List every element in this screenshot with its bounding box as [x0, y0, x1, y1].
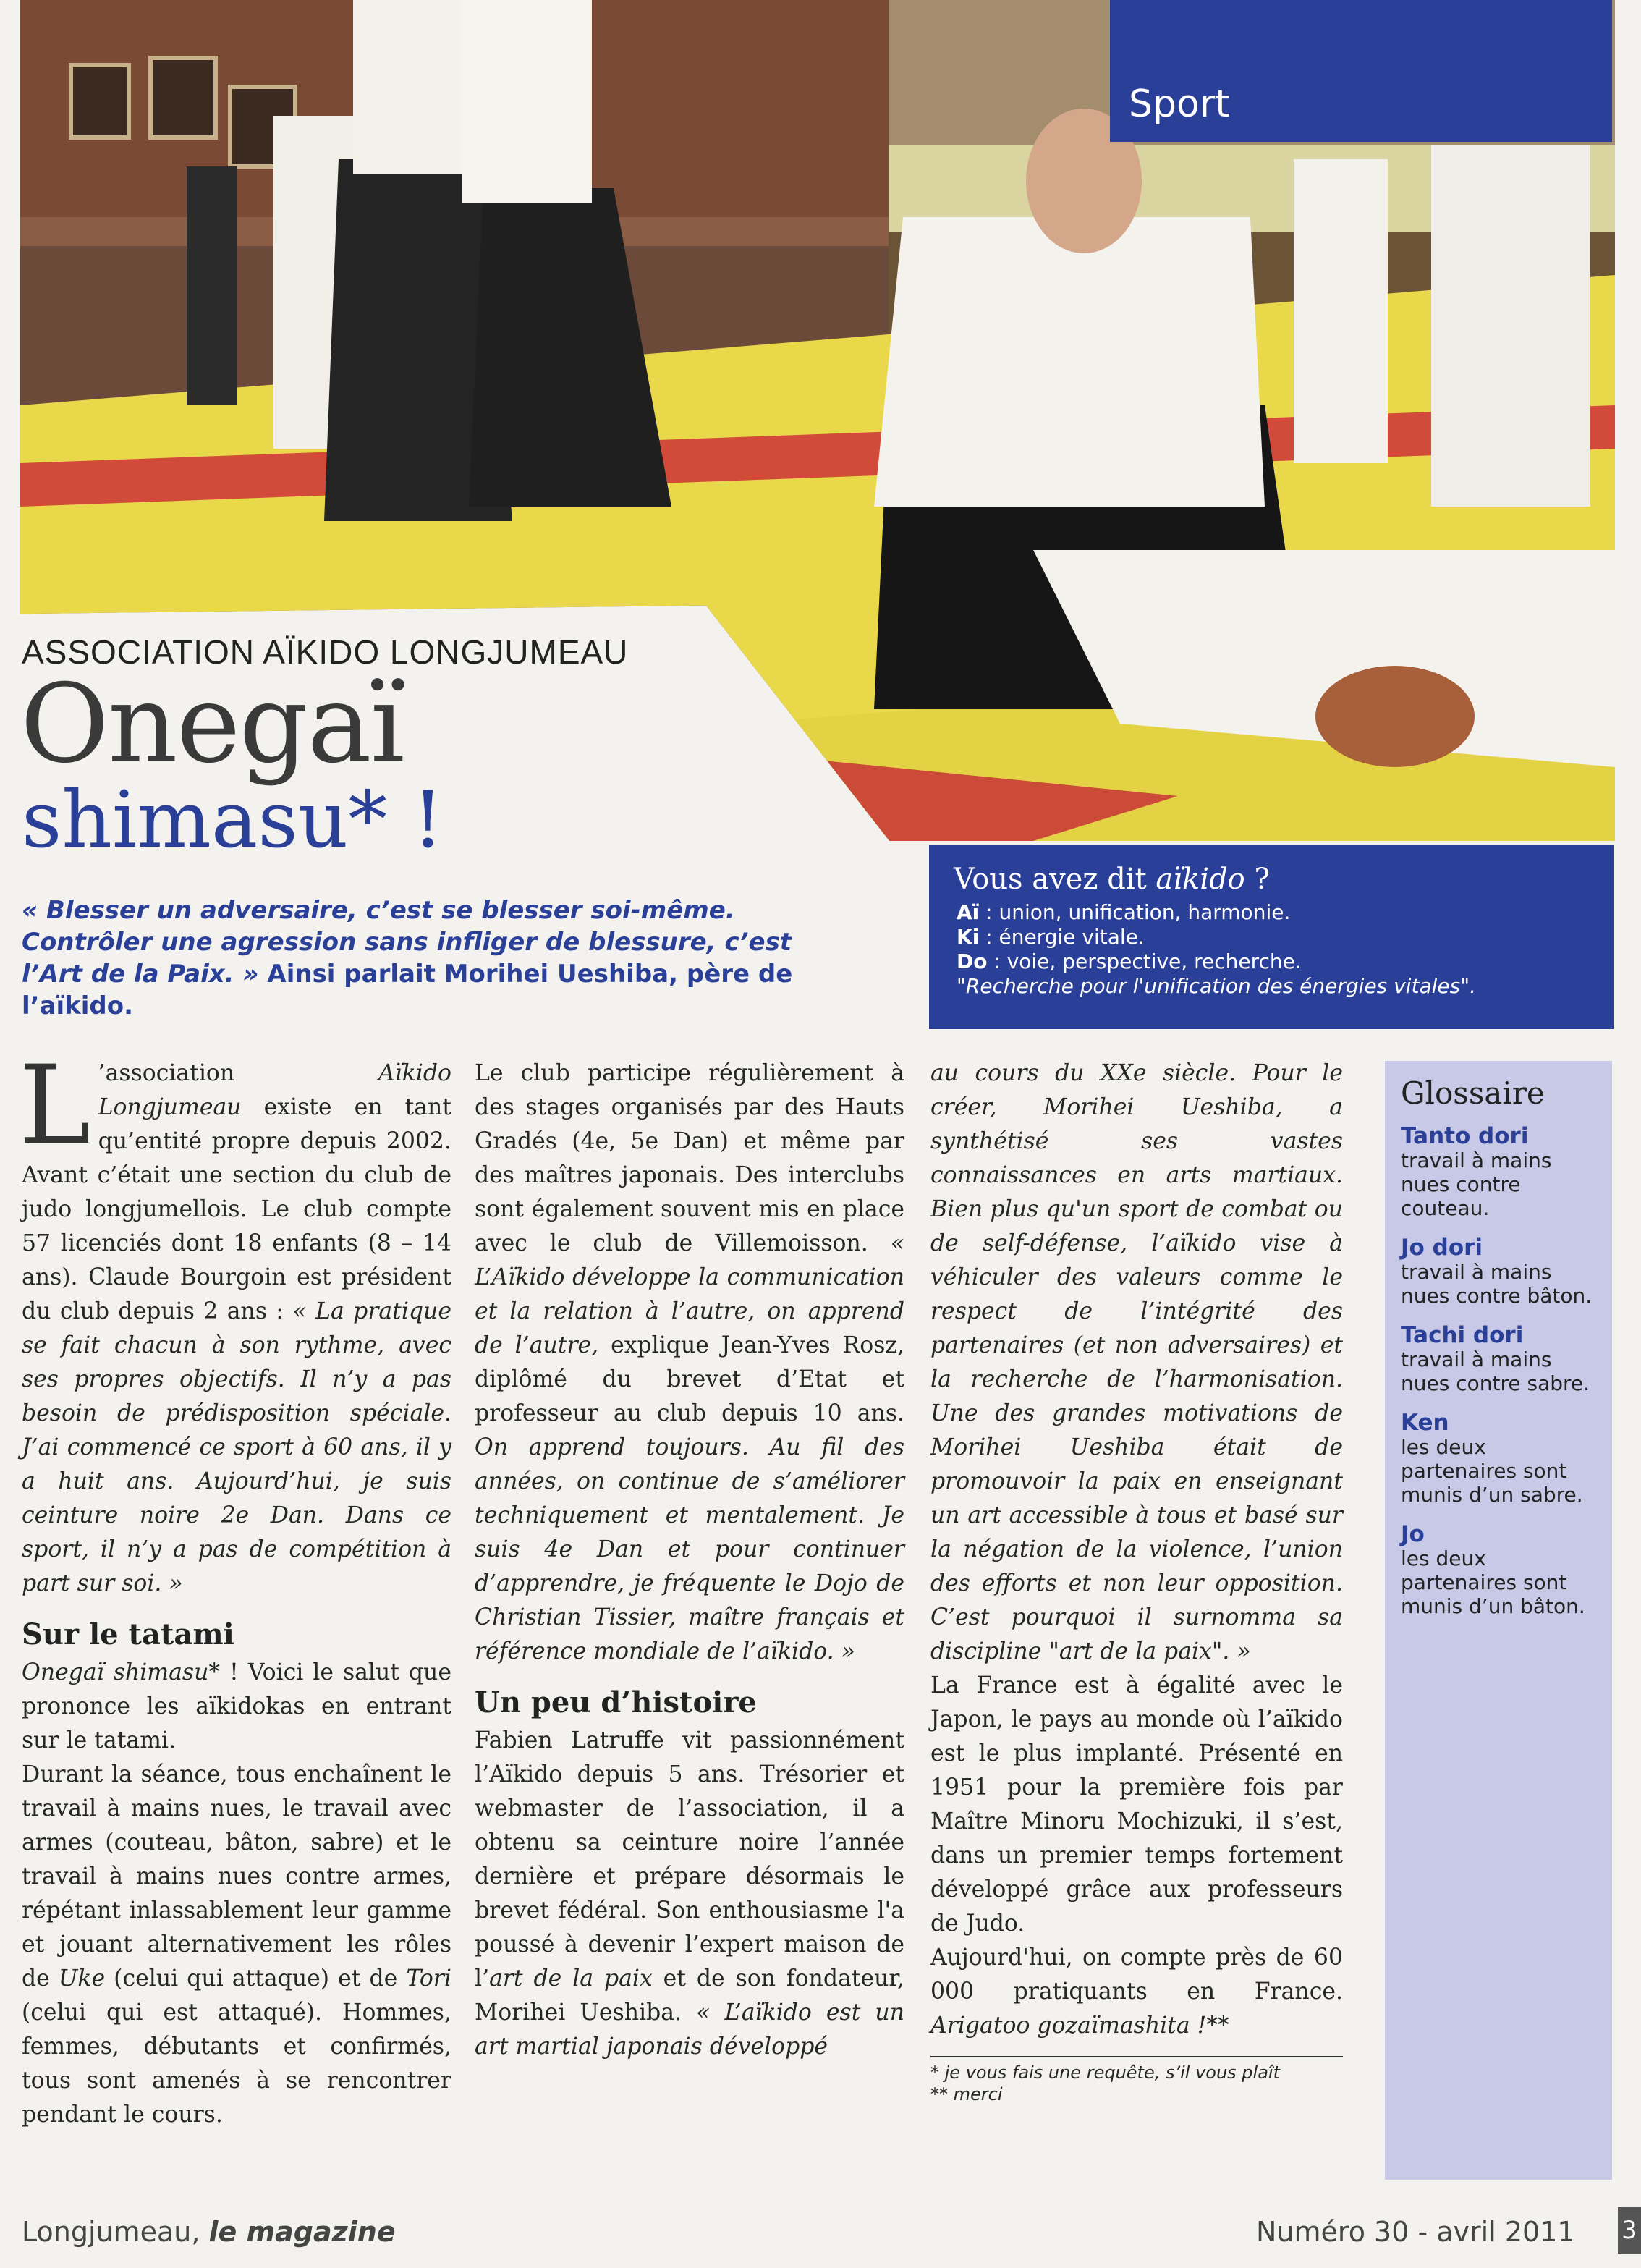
paragraph: Onegaï shimasu* ! Voici le salut que prononce les aïkidokas en entrant sur le tatami. — [22, 1659, 451, 1753]
paragraph: Aujourd'hui, on compte près de 60 000 pratiquants en France. Arigatoo gozaïmashita !** — [930, 1945, 1343, 2039]
glossary-heading: Glossaire — [1401, 1075, 1545, 1111]
paragraph: au cours du XXe siècle. Pour le créer, Morihei Ueshiba, a synthétisé ses vastes connaissances en arts martiaux. Bien plus qu'un sport de combat ou de self-défense, l’aïkido vise à véhiculer des valeurs comme le respect de l’intégrité des partenaires (et non adversaires) et la recherche de l’harmonisation. Une des grandes motivations de Morihei Ueshiba était de promouvoir la paix en enseignant un art accessible à tous et basé sur la négation de la violence, l’union des efforts et non leur opposition. C’est pourquoi il surnomma sa discipline "art de la paix". » — [930, 1060, 1343, 1664]
instructor-gi — [874, 217, 1265, 507]
drop-cap: L — [19, 1043, 91, 1169]
glossary-list — [1401, 1125, 1603, 1634]
article-column-1 — [19, 1043, 451, 2132]
glossary-entry: Jo dori travail à mains nues contre bâton. — [1401, 1235, 1593, 1308]
portrait-frame — [150, 58, 216, 137]
page-number: 3 — [1618, 2207, 1641, 2254]
footnote: * je vous fais une requête, s’il vous plaît — [930, 2062, 1280, 2083]
definition-row: Ki : énergie vitale. — [957, 925, 1145, 949]
page-title-line2: shimasu* ! — [22, 775, 444, 866]
lead-quote: « Blesser un adversaire, c’est se blesser soi-même. Contrôler une agression sans infliger de blessure, c’est l’Art de la Paix. » — [22, 896, 792, 989]
vous-avez-dit-box — [929, 845, 1614, 1029]
page-title: Onegaï — [20, 661, 404, 787]
article-column-3 — [930, 1057, 1343, 2105]
partner-hair — [1315, 666, 1475, 767]
footnote: ** merci — [930, 2084, 1003, 2104]
paragraph: Durant la séance, tous enchaînent le travail à mains nues, le travail avec armes (couteau, bâton, sabre) et le travail à mains nues contre armes, répétant inlassablement leur gamme et jouant alternativement les rôles de Uke (celui qui attaque) et de Tori (celui qui est attaqué). Hommes, femmes, débutants et confirmés, tous sont amenés à se rencontrer pendant le cours. — [22, 1761, 451, 2128]
section-tag-label: Sport — [1129, 82, 1230, 126]
definition-row: Aï : union, unification, harmonie. — [957, 900, 1291, 924]
glossary-box — [1385, 1061, 1612, 2180]
lead-attribution: Ainsi parlait Morihei Ueshiba, père de l’aïkido. — [22, 960, 793, 1020]
footnote-divider — [930, 2056, 1343, 2057]
glossary-entry: Tachi dori travail à mains nues contre sabre. — [1401, 1322, 1590, 1395]
definition-quote: "Recherche pour l'unification des énergies vitales". — [957, 974, 1477, 998]
lead-paragraph — [22, 894, 847, 1022]
vous-avez-dit-rows — [957, 900, 1476, 999]
paragraph: La France est à égalité avec le Japon, le pays au monde où l’aïkido est le plus implanté. Présenté en 1951 pour la première fois par Maître Minoru Mochizuki, il s’est, dans un premier temps fortement développé grâce aux professeurs de Judo. — [930, 1672, 1343, 1937]
footer-issue: Numéro 30 - avril 2011 — [1256, 2216, 1575, 2248]
footer-magazine-name: Longjumeau, le magazine — [22, 2216, 396, 2248]
vous-avez-dit-heading: Vous avez dit aïkido ? — [954, 863, 1270, 896]
subheading-sur-le-tatami: Sur le tatami — [22, 1617, 234, 1651]
paragraph: L ’association Aïkido Longjumeau existe en tant qu’entité propre depuis 2002. Avant c’était une section du club de judo longjumellois. Le club compte 57 licenciés dont 18 enfants (8 – 14 ans). Claude Bourgoin est président du club depuis 2 ans : « La pratique se fait chacun à son rythme, avec ses propres objectifs. Il n’y a pas besoin de prédisposition spéciale. J’ai commencé ce sport à 60 ans, il y a huit ans. Aujourd’hui, je suis ceinture noire 2e Dan. Dans ce sport, il n’y a pas de compétition à part sur soi. » — [19, 1043, 451, 1596]
glossary-entry: Jo les deux partenaires sont munis d’un bâton. — [1401, 1521, 1585, 1618]
supertitle: ASSOCIATION AÏKIDO LONGJUMEAU — [22, 633, 629, 671]
definition-row: Do : voie, perspective, recherche. — [957, 949, 1302, 973]
subheading-histoire: Un peu d’histoire — [475, 1685, 757, 1719]
paragraph: Fabien Latruffe vit passionnément l’Aïkido depuis 5 ans. Trésorier et webmaster de l’association, il a obtenu sa ceinture noire l’année dernière et prépare désormais le brevet fédéral. Son enthousiasme l'a poussé à devenir l’expert maison de l’art de la paix et de son fondateur, Morihei Ueshiba. « L’aïkido est un art martial japonais développé — [475, 1727, 904, 2060]
glossary-entry: Tanto dori travail à mains nues contre couteau. — [1401, 1123, 1552, 1220]
glossary-entry: Ken les deux partenaires sont munis d’un sabre. — [1401, 1410, 1583, 1507]
footnotes — [930, 2062, 1343, 2105]
article-column-2 — [475, 1057, 904, 2064]
paragraph: Le club participe régulièrement à des stages organisés par des Hauts Gradés (4e, 5e Dan) et même par des maîtres japonais. Des interclubs sont également souvent mis en place avec le club de Villemoisson. « L’Aïkido développe la communication et la relation à l’autre, on apprend de l’autre, explique Jean-Yves Rosz, diplômé du brevet d’Etat et professeur au club depuis 10 ans. On apprend toujours. Au fil des années, on continue de s’améliorer techniquement et mentalement. Je suis 4e Dan et pour continuer d’apprendre, je fréquente le Dojo de Christian Tissier, maître français et référence mondiale de l’aïkido. » — [475, 1060, 904, 1664]
section-tag — [1110, 0, 1612, 142]
portrait-frame — [71, 65, 129, 137]
